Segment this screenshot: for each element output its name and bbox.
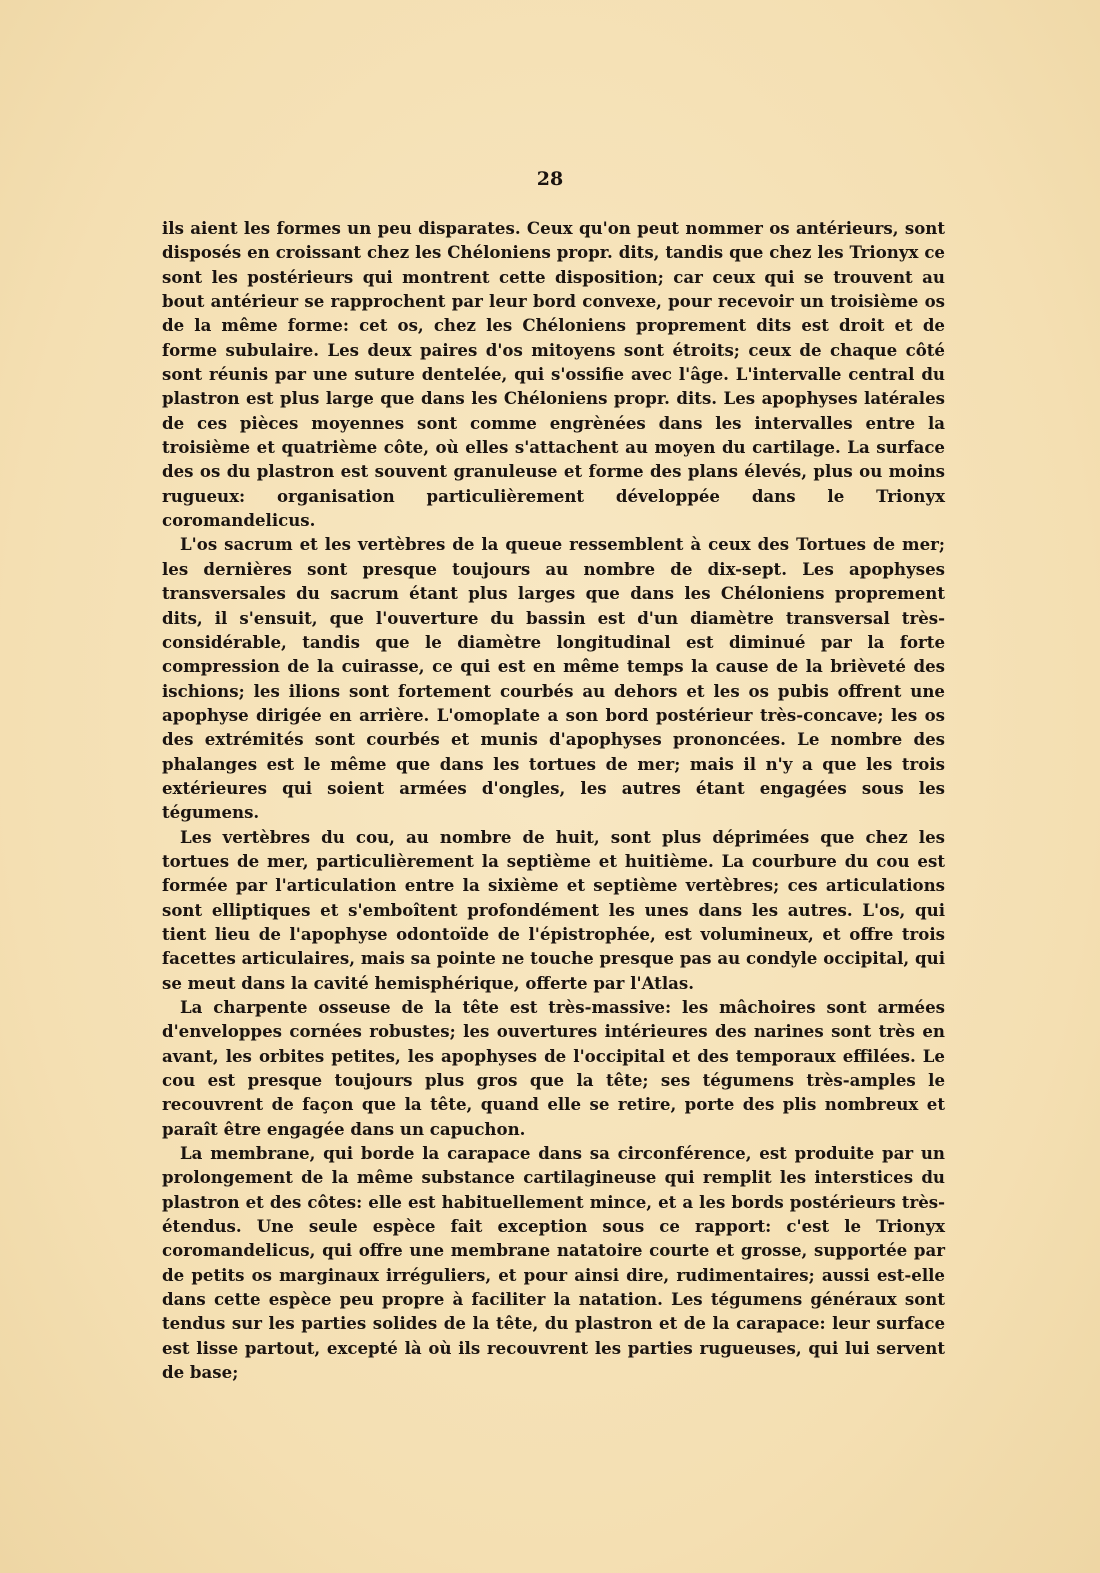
paragraph-1: ils aient les formes un peu disparates. Ceux qu'on peut nommer os antérieurs, sont disposés en croissant chez les Chéloniens propr. dits, tandis que chez les Trionyx ce sont les postérieurs qui montrent cette disposition; car ceux qui se trouvent au bout antérieur se rapprochent par leur bord convexe, pour recevoir un troisième os de la même forme: cet os, chez les Chéloniens proprement dits est droit et de forme subulaire. Les deux paires d'os mitoyens sont étroits; ceux de chaque côté sont réunis par une suture dentelée, qui s'ossifie avec l'âge. L'intervalle central du plastron est plus large que dans les Chéloniens propr. dits. Les apophyses latérales de ces pièces moyennes sont comme engrènées dans les intervalles entre la troisième et quatrième côte, où elles s'attachent au moyen du cartilage. La surface des os du plastron est souvent granuleuse et forme des plans élevés, plus ou moins rugueux: organisation particulièrement développée dans le Trionyx coromandelicus. (162, 218, 945, 531)
body-text (162, 216, 945, 1385)
paragraph-3: Les vertèbres du cou, au nombre de huit, sont plus déprimées que chez les tortues de mer, particulièrement la septième et huitième. La courbure du cou est formée par l'articulation entre la sixième et septième vertèbres; ces articulations sont elliptiques et s'emboîtent profondément les unes dans les autres. L'os, qui tient lieu de l'apophyse odontoïde de l'épistrophée, est volumineux, et offre trois facettes articulaires, mais sa pointe ne touche presque pas au condyle occipital, qui se meut dans la cavité hemisphérique, offerte par l'Atlas. (162, 826, 945, 993)
paragraph-4: La charpente osseuse de la tête est très-massive: les mâchoires sont armées d'enveloppes cornées robustes; les ouvertures intérieures des narines sont très en avant, les orbites petites, les apophyses de l'occipital et des temporaux effilées. Le cou est presque toujours plus gros que la tête; ses tégumens très-amples le recouvrent de façon que la tête, quand elle se retire, porte des plis nombreux et paraît être engagée dans un capuchon. (162, 997, 945, 1139)
paragraph-2: L'os sacrum et les vertèbres de la queue ressemblent à ceux des Tortues de mer; les dernières sont presque toujours au nombre de dix-sept. Les apophyses transversales du sacrum étant plus larges que dans les Chéloniens proprement dits, il s'ensuit, que l'ouverture du bassin est d'un diamètre transversal très-considérable, tandis que le diamètre longitudinal est diminué par la forte compression de la cuirasse, ce qui est en même temps la cause de la brièveté des ischions; les ilions sont fortement courbés au dehors et les os pubis offrent une apophyse dirigée en arrière. L'omoplate a son bord postérieur très-concave; les os des extrémités sont courbés et munis d'apophyses prononcées. Le nombre des phalanges est le même que dans les tortues de mer; mais il n'y a que les trois extérieures qui soient armées d'ongles, les autres étant engagées sous les tégumens. (162, 534, 945, 823)
paragraph-5: La membrane, qui borde la carapace dans sa circonférence, est produite par un prolongement de la même substance cartilagineuse qui remplit les interstices du plastron et des côtes: elle est habituellement mince, et a les bords postérieurs très-étendus. Une seule espèce fait exception sous ce rapport: c'est le Trionyx coromandelicus, qui offre une membrane natatoire courte et grosse, supportée par de petits os marginaux irréguliers, et pour ainsi dire, rudimentaires; aussi est-elle dans cette espèce peu propre à faciliter la natation. Les tégumens généraux sont tendus sur les parties solides de la tête, du plastron et de la carapace: leur surface est lisse partout, excepté là où ils recouvrent les parties rugueuses, qui lui servent de base; (162, 1143, 945, 1383)
page-number: 28 (536, 168, 564, 190)
